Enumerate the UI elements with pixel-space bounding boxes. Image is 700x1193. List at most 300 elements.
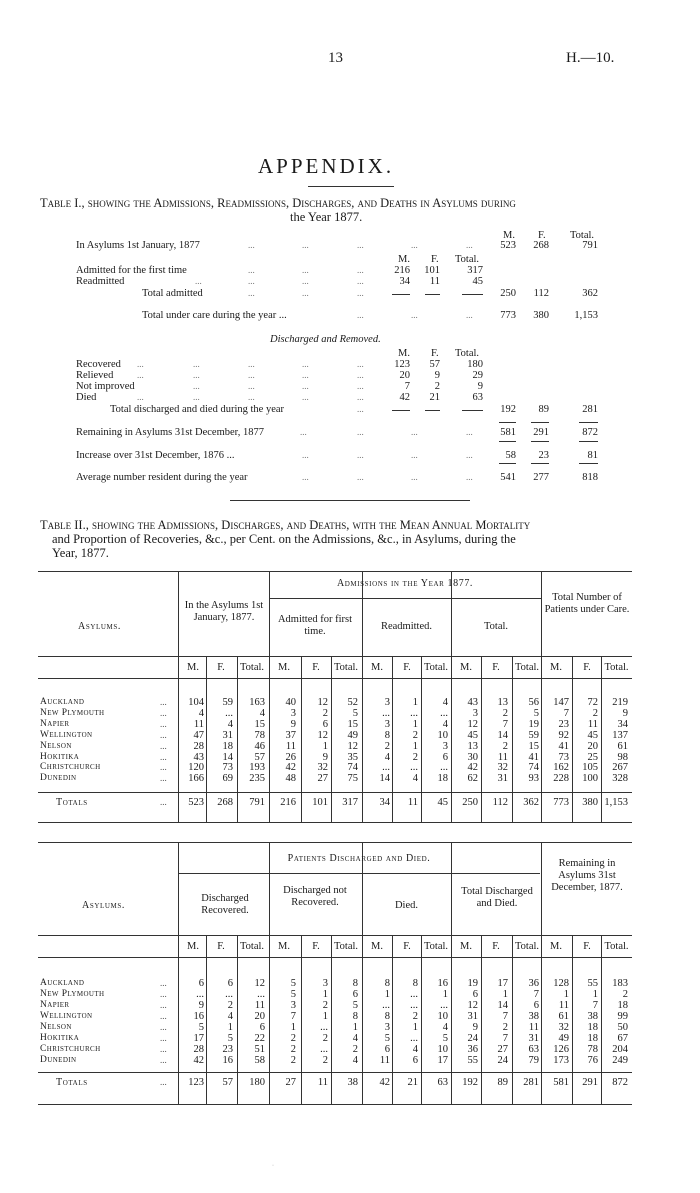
table2-cell: 228 [553,773,569,785]
table2-cell: 92 [558,729,569,741]
table2-cell: 18 [222,740,233,752]
table2-cell: 46 [254,740,265,752]
table3-mft-label: M. [278,941,290,952]
table2-cell: 104 [188,697,204,708]
leader-dots: ... [302,392,309,402]
table2-cell: 73 [558,751,569,763]
table3-cell: 14 [497,1000,508,1011]
table3-cell: 5 [352,1000,358,1011]
table2-total-cell: 317 [342,797,358,808]
table2-mft-label: F. [492,662,500,673]
table2-cell: 4 [384,751,390,763]
table3-total-header: Total Discharged and Died. [461,886,533,909]
table2-total-cell: 34 [379,797,390,808]
table2-total-cell: 101 [312,797,328,808]
died-value: 63 [472,392,483,403]
table3-mft-label: F. [217,941,225,952]
table2-cell: 267 [612,762,628,774]
table2-cell: 25 [587,751,598,763]
table2-cell: 6 [442,751,448,763]
relieved-label: Relieved [76,370,114,381]
in_asylums-value: 791 [582,240,598,251]
leader-dots: ... [248,265,255,275]
leader-dots: ... [248,276,255,286]
table3-cell: 1 [442,989,448,1000]
table2-total-cell: 362 [523,797,539,808]
table3-cell: ... [382,1000,390,1011]
not_improved-value: 7 [404,381,410,392]
table2-cell: 1 [412,697,418,708]
table2-totals-dots: ... [160,797,167,807]
table2-mft-label: Total. [333,662,359,673]
table3-cell: 6 [227,978,233,989]
leader-dots: ... [357,276,364,286]
table2-cell: 163 [249,697,265,708]
table3-cell: 2 [502,1022,508,1033]
table2-cell: 3 [384,697,390,708]
table2-cell: 14 [379,773,390,785]
table2-cell: 62 [467,773,478,785]
total_admitted-value: 250 [500,288,516,299]
leader-dots: ... [248,288,255,298]
table3-cell: 1 [384,989,390,1000]
table3-total-cell: 281 [523,1077,539,1088]
table3-cell: ... [320,1022,328,1033]
table2-total-cell: 268 [217,797,233,808]
table2-cell: 7 [563,707,569,719]
table3-cell: 28 [193,1044,204,1055]
table3-cell: 5 [227,1033,233,1044]
admitted-label: Admitted for the first time [76,265,187,276]
total_discharged-value: 89 [538,404,549,415]
table2-row-dots: ... [160,762,167,773]
table3-total-cell: 291 [582,1077,598,1088]
increase-value: 23 [538,450,549,461]
table2-total-cell: 216 [280,797,296,808]
table2-cell: 20 [587,740,598,752]
table2-in-asylums-header: In the Asylums 1st January, 1877. [184,600,264,623]
table3-cell: 6 [259,1022,265,1033]
table2-cell: 4 [412,773,418,785]
table3-cell: 4 [442,1022,448,1033]
table3-cell: ... [410,1033,418,1044]
table3-mft-label: M. [550,941,562,952]
table3-row-dots: ... [160,1022,167,1032]
table3-cell: 38 [528,1011,539,1022]
table2-cell: ... [440,762,448,774]
average-label: Average number resident during the year [76,472,248,483]
table2-cell: 45 [467,729,478,741]
table2-cell: 11 [285,740,296,752]
table2-cell: 14 [222,751,233,763]
table3-mft-label: F. [312,941,320,952]
table3-cell: 4 [352,1033,358,1044]
table3-cell: 2 [290,1055,296,1066]
in-asylums-label: In Asylums 1st January, 1877 [76,240,200,251]
table2-cell: 147 [553,697,569,708]
table3-cell: 2 [622,989,628,1000]
table3-cell: ... [225,989,233,1000]
table3-cell: 11 [254,1000,265,1011]
table2-cell: 3 [472,707,478,719]
table2-mft-label: Total. [423,662,449,673]
table2-cell: 30 [467,751,478,763]
table3-total-cell: 123 [188,1077,204,1088]
table3-mft-label: F. [492,941,500,952]
table2-row-name: Napier [40,718,70,729]
readmitted-label: Readmitted [76,276,125,287]
table2-row-name: Wellington [40,729,93,740]
total_admitted-value: 362 [582,288,598,299]
table2-row-dots: ... [160,729,167,740]
table2-cell: 13 [467,740,478,752]
admitted-value: 101 [424,265,440,276]
table3-row-name: Wellington [40,1011,93,1021]
table3-cell: 23 [222,1044,233,1055]
table3-cell: 31 [528,1033,539,1044]
table1-caption-rest: showing the Admissions, Readmissions, Discharges, and Deaths in Asylums during [84,196,516,210]
table3-cell: 5 [290,989,296,1000]
table2-total-cell: 112 [492,797,508,808]
leader-dots: ... [248,359,255,369]
table2-cell: ... [382,707,390,719]
relieved-value: 29 [472,370,483,381]
table2-cell: 32 [497,762,508,774]
table3-row-dots: ... [160,989,167,999]
table2-cell: 328 [612,773,628,785]
table3-cell: 18 [587,1022,598,1033]
table3-total-cell: 11 [317,1077,328,1088]
table3-cell: 5 [198,1022,204,1033]
leader-dots: ... [195,276,202,286]
under-care-label: Total under care during the year ... [142,310,287,321]
table2-total-header: Total. [483,621,509,632]
table2-cell: 2 [412,751,418,763]
leader-dots: ... [302,381,309,391]
table3-cell: 12 [254,978,265,989]
table2-cell: 75 [347,773,358,785]
table2-row-dots: ... [160,707,167,718]
leader-dots: ... [357,450,364,460]
table2-cell: 12 [317,697,328,708]
table3-row-name: Dunedin [40,1055,77,1065]
table3-cell: 6 [412,1055,418,1066]
table2-cell: 1 [412,718,418,730]
table2-row-dots: ... [160,751,167,762]
table2-mft-label: M. [460,662,472,673]
table2-cell: 4 [259,707,265,719]
table3-discharged-group: Patients Discharged and Died. [287,853,431,864]
table2-cell: 23 [558,718,569,730]
table2-row-dots: ... [160,718,167,729]
table3-row-name: Auckland [40,978,85,988]
table3-cell: 3 [290,1000,296,1011]
table3-cell: 7 [592,1000,598,1011]
table3-cell: 58 [254,1055,265,1066]
table3-top-rule [38,842,632,843]
table2-cell: 45 [587,729,598,741]
table3-totals-dots: ... [160,1077,167,1087]
under_care-value: 380 [533,310,549,321]
table3-cell: 6 [472,989,478,1000]
table2-cell: 15 [254,718,265,730]
mid2-hdr-f: F. [431,348,439,359]
increase-value: 81 [587,450,598,461]
document-reference: H.—10. [566,50,615,66]
table2-mft-label: M. [371,662,383,673]
table3-cell: 42 [193,1055,204,1066]
table3-cell: 2 [227,1000,233,1011]
mid-hdr-f: F. [431,254,439,265]
table3-mft-label: Total. [423,941,449,952]
table2-row-dots: ... [160,697,167,707]
died-label: Died [76,392,97,403]
table3-cell: 31 [467,1011,478,1022]
table2-mft-label: F. [217,662,225,673]
table2-cell: 1 [412,740,418,752]
table2-total-cell: 380 [582,797,598,808]
table3-total-cell: 42 [379,1077,390,1088]
table3-cell: ... [320,1044,328,1055]
leader-dots: ... [137,370,144,380]
table2-cell: 11 [587,718,598,730]
table2-cell: 8 [384,729,390,741]
leader-dots: ... [193,381,200,391]
table2-cell: 72 [587,697,598,708]
table3-cell: 1 [412,1022,418,1033]
table3-cell: ... [440,1000,448,1011]
leader-dots: ... [357,381,364,391]
table3-cell: 8 [352,1011,358,1022]
table2-total-cell: 773 [553,797,569,808]
table3-cell: 16 [437,978,448,989]
table3-cell: 1 [322,1011,328,1022]
table2-total-cell: 11 [407,797,418,808]
table3-row-dots: ... [160,1055,167,1065]
table3-bottom-rule [38,1104,632,1105]
table3-mft-label: Total. [333,941,359,952]
table3-row-dots: ... [160,1033,167,1043]
table2-mft-label: Total. [239,662,265,673]
recovered-value: 57 [429,359,440,370]
table3-cell: 17 [497,978,508,989]
total_discharged-value: 192 [500,404,516,415]
table3-cell: 9 [472,1022,478,1033]
table3-cell: 79 [528,1055,539,1066]
table3-total-cell: 63 [437,1077,448,1088]
table2-cell: 41 [558,740,569,752]
table2-cell: 2 [384,740,390,752]
recovered-label: Recovered [76,359,121,370]
table3-cell: 7 [533,989,539,1000]
table2-cell: 98 [617,751,628,763]
table3-total-cell: 192 [462,1077,478,1088]
leader-dots: ... [248,392,255,402]
table3-cell: 32 [558,1022,569,1033]
leader-dots: ... [357,370,364,380]
leader-dots: ... [302,370,309,380]
table3-cell: 2 [322,1055,328,1066]
appendix-title: APPENDIX. [258,154,395,178]
table2-cell: 3 [384,718,390,730]
table2-admitted-first-header: Admitted for first time. [277,614,353,637]
table3-row-name: New Plymouth [40,989,105,999]
table2-mft-label: M. [550,662,562,673]
table2-cell: 4 [198,707,204,719]
remaining-label: Remaining in Asylums 31st December, 1877 [76,427,264,438]
table2-mft-label: Total. [604,662,629,673]
table2-cell: 26 [285,751,296,763]
table3-cell: 10 [437,1011,448,1022]
mid2-hdr-total: Total. [455,348,480,359]
table2-cell: 2 [412,729,418,741]
in_asylums-value: 268 [533,240,549,251]
table2-row-dots: ... [160,773,167,784]
total-discharged-label: Total discharged and died during the year [110,404,285,415]
under_care-value: 1,153 [574,310,598,321]
table1-caption-line2: the Year 1877. [290,210,363,224]
table3-cell: 67 [617,1033,628,1044]
table2-cell: 137 [612,729,628,741]
table2-cell: 40 [285,697,296,708]
table2-cell: 100 [582,773,598,785]
leader-dots: ... [357,404,364,414]
leader-dots: ... [357,288,364,298]
table3-cell: 128 [553,978,569,989]
table2-cell: 61 [617,740,628,752]
leader-dots: ... [411,240,418,250]
table2-cell: 73 [222,762,233,774]
increase-value: 58 [505,450,516,461]
leader-dots: ... [466,310,473,320]
total-admitted-label: Total admitted [142,288,203,299]
table2-cell: 34 [617,718,628,730]
table2-caption-line2: and Proportion of Recoveries, &c., per Cent. on the Admissions, &c., in Asylums, during the [52,532,516,546]
table2-cell: 35 [347,751,358,763]
table2-cell: 28 [193,740,204,752]
table2-readmitted-header: Readmitted. [380,621,433,632]
table3-row-dots: ... [160,1044,167,1054]
remaining-value: 872 [582,427,598,438]
table2-cell: 162 [553,762,569,774]
table3-mft-label: Total. [514,941,540,952]
table2-cell: ... [225,707,233,719]
table3-total-cell: 180 [249,1077,265,1088]
table2-cell: 78 [254,729,265,741]
table3-total-cell: 89 [497,1077,508,1088]
table3-cell: 16 [222,1055,233,1066]
table3-not-recovered-header: Discharged not Recovered. [283,885,347,908]
table1-caption-lead: Table I., [40,196,85,210]
table2-cell: 2 [592,707,598,719]
table2-cell: 31 [222,729,233,741]
table3-cell: 4 [352,1055,358,1066]
under_care-value: 773 [500,310,516,321]
in_asylums-value: 523 [500,240,516,251]
table3-cell: 18 [587,1033,598,1044]
table2-total-cell: 45 [437,797,448,808]
leader-dots: ... [411,450,418,460]
table3-mft-bottom-rule [38,957,632,958]
average-value: 818 [582,472,598,483]
mid-hdr-m: M. [398,254,410,265]
footer-mark: · [272,1163,274,1169]
table3-row-name: Hokitika [40,1033,80,1043]
table2-cell: 166 [188,773,204,785]
table2-cell: ... [410,707,418,719]
table3-cell: 1 [563,989,569,1000]
leader-dots: ... [193,359,200,369]
leader-dots: ... [357,472,364,482]
table2-cell: 6 [322,718,328,730]
table2-total-cell: 523 [188,797,204,808]
table2-cell: 9 [322,751,328,763]
table2-mft-label: M. [278,662,290,673]
table2-cell: 1 [322,740,328,752]
table2-cell: 235 [249,773,265,785]
table3-totals-rule [38,1072,632,1073]
recovered-value: 180 [467,359,483,370]
table3-asylums-header: Asylums. [82,900,125,911]
table2-cell: 69 [222,773,233,785]
table2-cell: 47 [193,729,204,741]
table2-cell: 15 [347,718,358,730]
table3-cell: 20 [254,1011,265,1022]
mid2-hdr-m: M. [398,348,410,359]
table2-cell: 13 [497,697,508,708]
table3-cell: 55 [467,1055,478,1066]
table2-row-name: Christchurch [40,762,101,773]
table2-cell: 37 [285,729,296,741]
table3-cell: 12 [467,1000,478,1011]
table2-cell: 59 [222,697,233,708]
table2-cell: ... [440,707,448,719]
table3-cell: 49 [558,1033,569,1044]
table2-total-cell: 791 [249,797,265,808]
table3-cell: 2 [290,1044,296,1055]
table2-cell: 48 [285,773,296,785]
table3-cell: 6 [198,978,204,989]
table2-cell: 2 [322,707,328,719]
table2-cell: 12 [467,718,478,730]
table3-cell: 1 [290,1022,296,1033]
table3-cell: 2 [322,1000,328,1011]
table2-cell: 11 [497,751,508,763]
table2-cell: 3 [442,740,448,752]
mid-hdr-total: Total. [455,254,480,265]
table2-cell: 49 [347,729,358,741]
table3-mft-top-rule [38,935,632,936]
table3-total-cell: 38 [347,1077,358,1088]
table3-cell: 1 [502,989,508,1000]
leader-dots: ... [357,359,364,369]
table3-cell: 3 [384,1022,390,1033]
table2-cell: 15 [528,740,539,752]
table3-cell: 2 [412,1011,418,1022]
table3-cell: 4 [227,1011,233,1022]
table3-cell: 61 [558,1011,569,1022]
table3-cell: 11 [379,1055,390,1066]
died-value: 42 [399,392,410,403]
table2-total-cell: 1,153 [604,797,628,808]
table3-row-name: Napier [40,1000,70,1010]
leader-dots: ... [248,381,255,391]
table3-cell: 126 [553,1044,569,1055]
table3-cell: 2 [322,1033,328,1044]
discharged-removed-heading: Discharged and Removed. [270,334,381,345]
table3-cell: 18 [617,1000,628,1011]
table2-cell: 43 [193,751,204,763]
